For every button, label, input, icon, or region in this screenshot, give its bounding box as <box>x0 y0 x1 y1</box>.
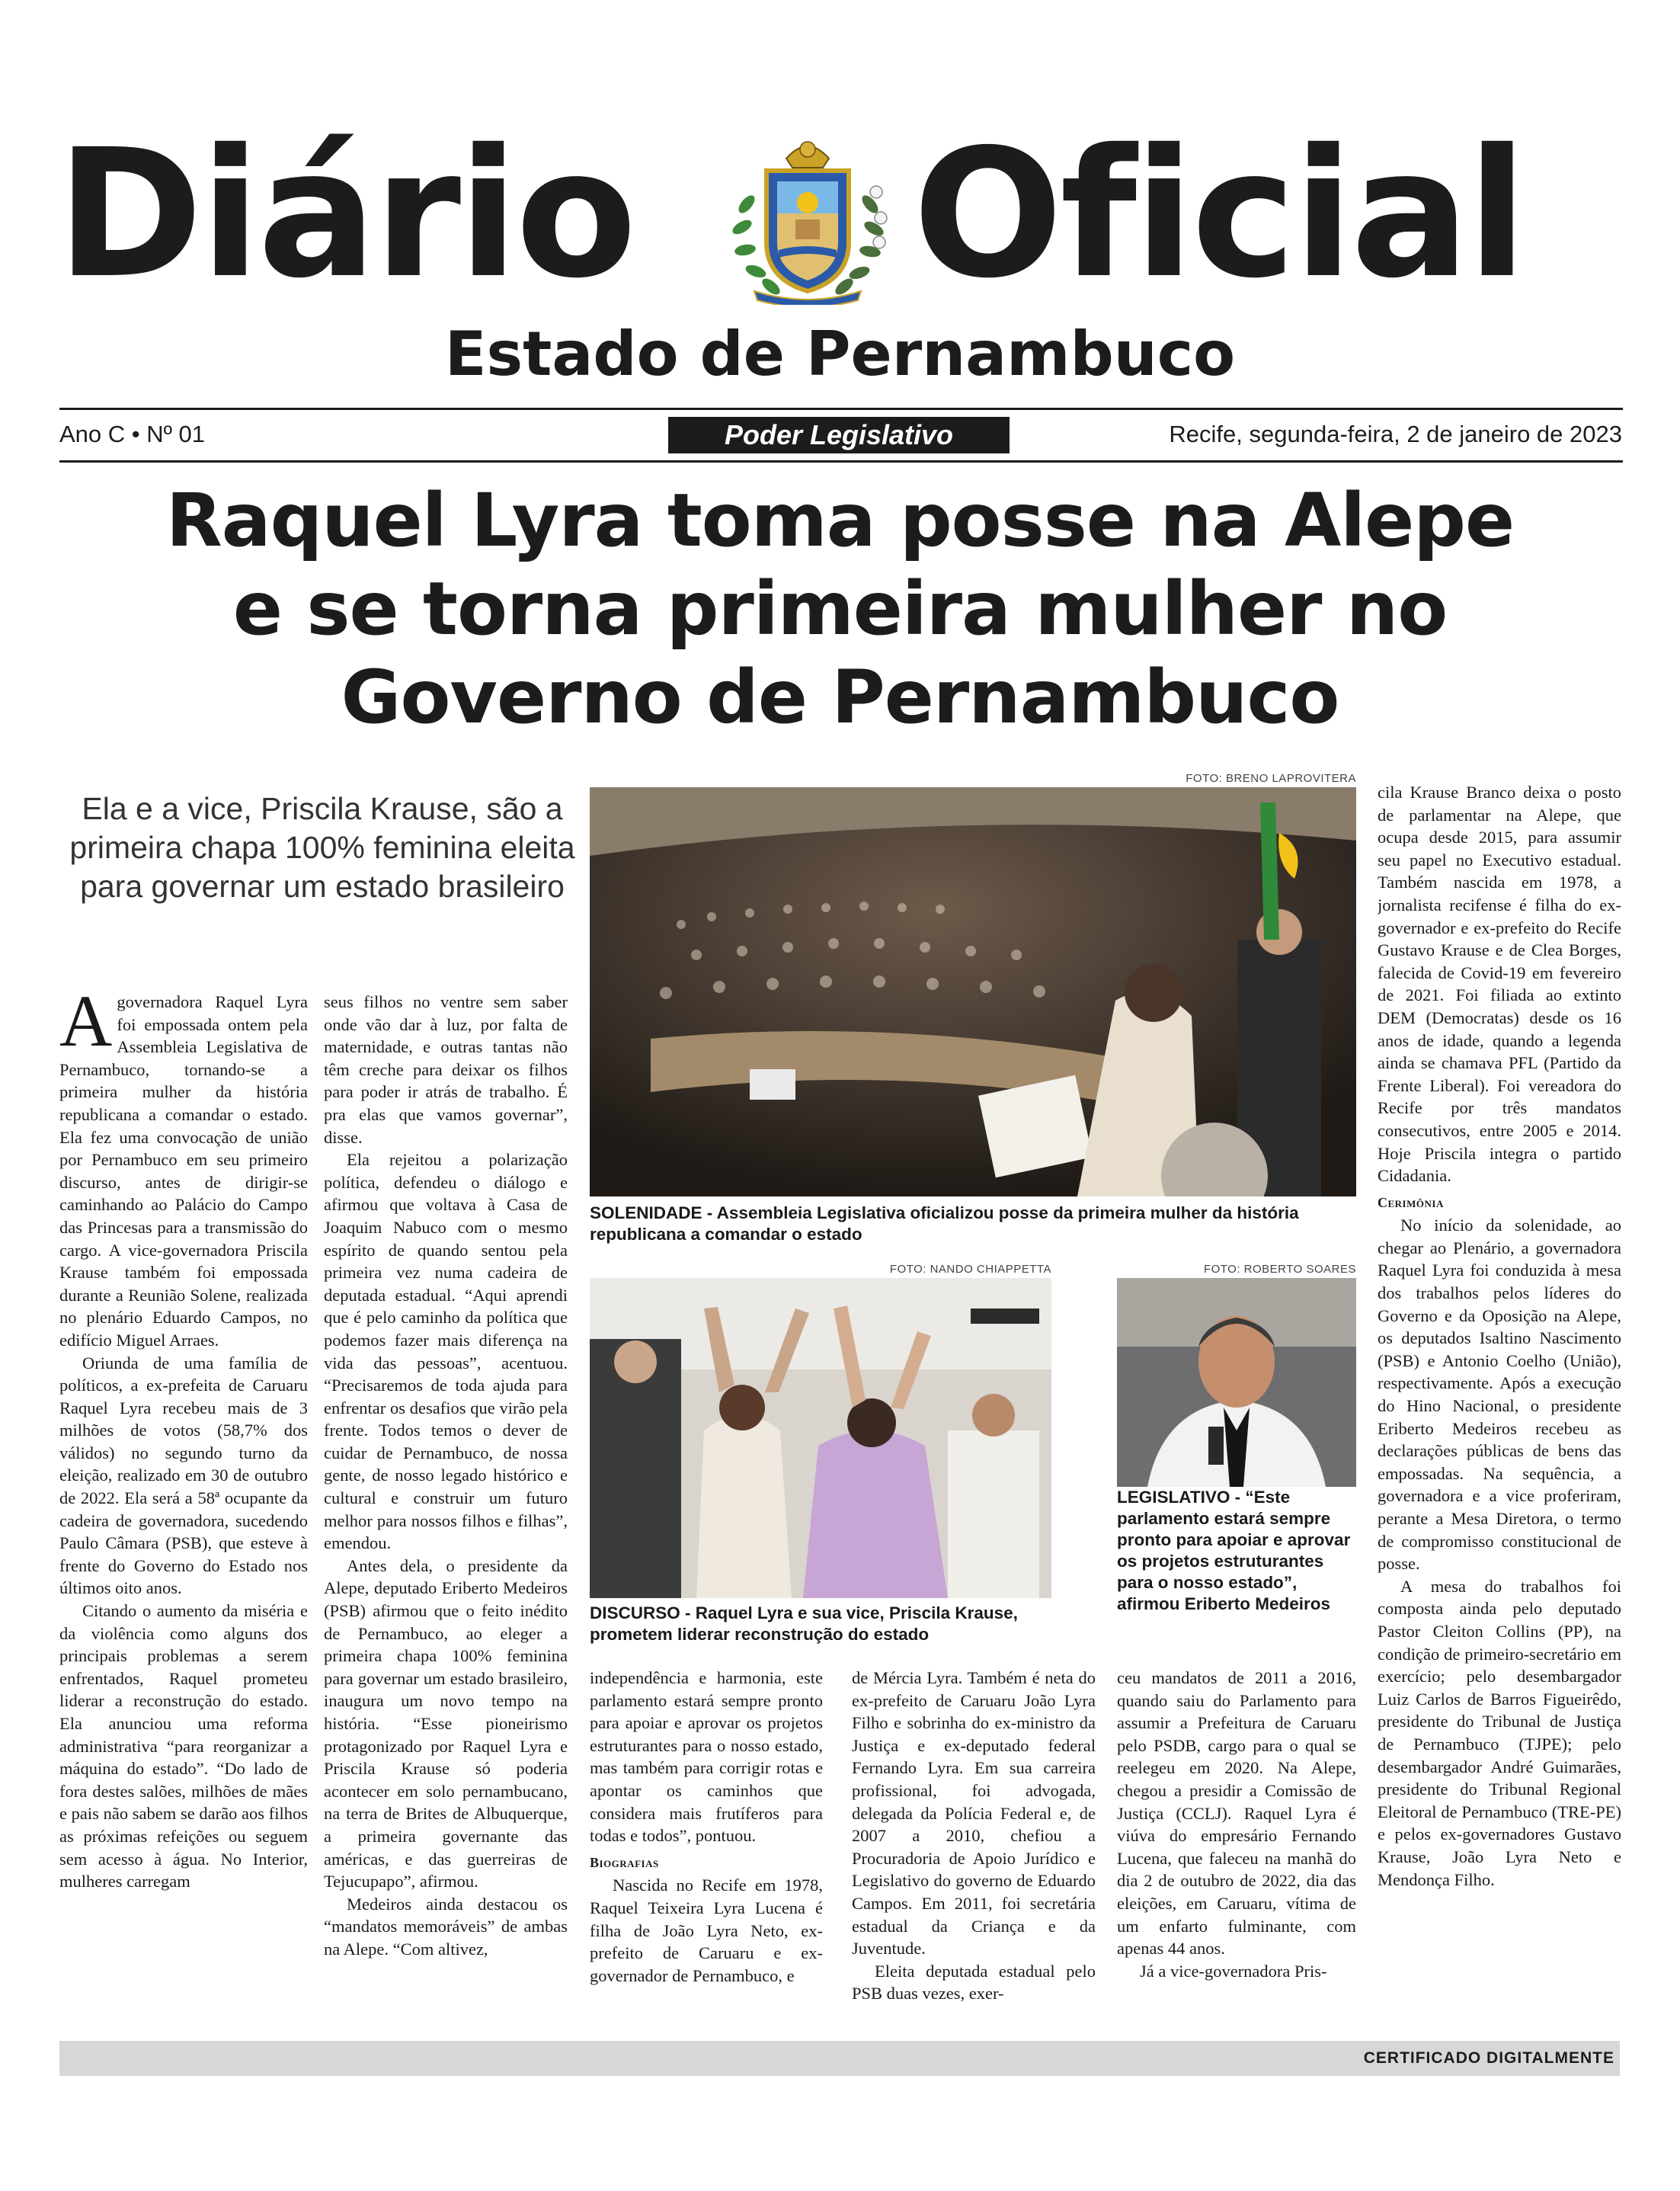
col4-paragraph-2: Eleita deputada estadual pelo PSB duas vezes, exer- <box>852 1961 1096 2004</box>
section-heading-cerimonia: Cerimônia <box>1378 1194 1444 1210</box>
masthead-title-right: Oficial <box>913 111 1525 317</box>
col3-paragraph-2: Nascida no Recife em 1978, Raquel Teixeira Lyra Lucena é filha de João Lyra Neto, ex-prefeito de Caruaru e ex-governador de Pernambuco, e <box>590 1875 823 1985</box>
headline-line-2: e se torna primeira mulher no <box>232 566 1448 652</box>
article-column-4 <box>852 1667 1096 2021</box>
drop-cap: A <box>59 991 113 1062</box>
dateline: Recife, segunda-feira, 2 de janeiro de 2023 <box>1169 421 1622 447</box>
col6-paragraph-1: cila Krause Branco deixa o posto de parlamentar na Alepe, que ocupa desde 2015, para assumir seu papel no Executivo estadual. Também nascida em 1978, a jornalista recifense é filha do ex-governador e ex-prefeito do Recife Gustavo Krause e de Clea Borges, falecida de Covid-19 em fevereiro de 2021. Foi filiada ao extinto DEM (Democratas) desde os 16 anos de idade, quando a legenda ainda se chamava PFL (Partido da Frente Liberal). Foi vereadora do Recife por três mandatos consecutivos, entre 2005 e 2014. Hoje Priscila integra o partido Cidadania. <box>1378 783 1621 1186</box>
masthead-bottom-rule <box>59 460 1623 463</box>
deck-subheadline: Ela e a vice, Priscila Krause, são a primeira chapa 100% feminina eleita para governar um estado brasileiro <box>69 791 575 904</box>
pernambuco-coat-of-arms-icon <box>724 128 891 305</box>
col1-paragraph-1: governadora Raquel Lyra foi empossada ontem pela Assembleia Legislativa de Pernambuco, tornando-se a primeira mulher da história republicana a comandar o estado. Ela fez uma convocação de união por Pernambuco em seu primeiro discurso, antes de dirigir-se caminhando ao Palácio do Campo das Princesas para a transmissão do cargo. A vice-governadora Priscila Krause também foi empossada durante a Reunião Solene, realizada no plenário Eduardo Campos, no edifício Miguel Arraes. <box>59 992 308 1350</box>
headline-line-1: Raquel Lyra toma posse na Alepe <box>165 478 1515 563</box>
second-photo-credit: FOTO: NANDO CHIAPPETTA <box>889 1263 1051 1276</box>
col2-paragraph-4: Medeiros ainda destacou os “mandatos memoráveis” de ambas na Alepe. “Com altivez, <box>324 1894 568 1959</box>
col6-paragraph-2: No início da solenidade, ao chegar ao Plenário, a governadora Raquel Lyra foi conduzida à mesa dos trabalhos pelos líderes do Governo e da Oposição na Alepe, os deputados Isaltino Nascimento (PSB) e Antonio Coelho (União), respectivamente. Após a execução do Hino Nacional, o presidente Eriberto Medeiros recebeu as declarações públicas de bens das empossadas. Na sequência, a governadora e a vice proferiram, perante a Mesa Diretora, o termo de compromisso constitucional de posse. <box>1378 1216 1621 1574</box>
main-headline <box>46 476 1634 742</box>
section-badge: Poder Legislativo <box>668 417 1010 453</box>
main-photo <box>590 787 1356 1196</box>
col3-paragraph-1: independência e harmonia, este parlamento estará sempre pronto para apoiar e aprovar os projetos estruturantes para o nosso estado, mas também para corrigir rotas e apontar os caminhos que considera mais frutíferos para todas e todos”, pontuou. <box>590 1668 823 1846</box>
col1-paragraph-3: Citando o aumento da miséria e da violência como alguns dos principais problemas a serem enfrentados, Raquel prometeu liderar a reconstrução do estado. Ela anunciou uma reforma administrativa “para reorganizar a máquina do estado”. “Do lado de fora destes salões, milhões de mães e pais não sabem se darão aos filhos as próximas refeições ou seguem sem acesso à água. No Interior, mulheres carregam <box>59 1601 308 1891</box>
article-column-2 <box>324 991 568 2020</box>
col2-paragraph-3: Antes dela, o presidente da Alepe, deputado Eriberto Medeiros (PSB) afirmou que o feito inédito de Pernambuco, ao eleger a primeira chapa 100% feminina para governar um estado brasileiro, inaugura um novo tempo na história. “Esse pioneirismo protagonizado por Raquel Lyra e Priscila Krause só poderia acontecer em solo pernambucano, na terra de Brites de Albuquerque, a primeira governante das américas, e das guerreiras de Tejucupapo”, afirmou. <box>324 1555 568 1891</box>
col1-paragraph-2: Oriunda de uma família de políticos, a ex-prefeita de Caruaru Raquel Lyra recebeu mais de 3 milhões de votos (58,7% dos válidos) no segundo turno da eleição, realizado em 30 de outubro de 2022. Ela será a 58ª ocupante da cadeira de governadora, sucedendo Paulo Câmara (PSB), que esteve à frente do Governo do Estado nos últimos oito anos. <box>59 1353 308 1598</box>
col5-paragraph-2: Já a vice-governadora Pris- <box>1140 1961 1327 1981</box>
third-photo <box>1117 1278 1356 1487</box>
masthead-subtitle: Estado de Pernambuco <box>444 319 1236 389</box>
main-photo-credit: FOTO: BRENO LAPROVITERA <box>1186 772 1356 785</box>
col5-paragraph-1: ceu mandatos de 2011 a 2016, quando saiu do Parlamento para assumir a Prefeitura de Caruaru pelo PSDB, cargo para o qual se reelegeu em 2020. Na Alepe, chegou a presidir a Comissão de Justiça (CCLJ). Raquel Lyra é viúva do empresário Fernando Lucena, que faleceu na manhã do dia 2 de outubro de 2022, dia das eleições, em Caruaru, vítima de um enfarto fulminante, com apenas 44 anos. <box>1117 1668 1356 1959</box>
col2-paragraph-1: seus filhos no ventre sem saber onde vão dar à luz, por falta de maternidade, e outras tantas não têm creche para deixar os filhos para poder ir atrás de trabalho. É pra elas que vamos governar”, disse. <box>324 992 568 1147</box>
third-photo-credit: FOTO: ROBERTO SOARES <box>1203 1263 1356 1276</box>
col4-paragraph-1: de Mércia Lyra. Também é neta do ex-prefeito de Caruaru João Lyra Filho e sobrinha do ex-ministro da Justiça e ex-deputado federal Fernando Lyra. Em sua carreira profissional, foi advogada, delegada da Polícia Federal e, de 2007 a 2010, chefiou a Procuradoria de Apoio Jurídico e Legislativo do governo de Eduardo Campos. Em 2011, foi secretária estadual da Criança e da Juventude. <box>852 1668 1096 1959</box>
masthead-title-left: Diário <box>56 111 634 317</box>
section-heading-biografias: Biografias <box>590 1854 659 1870</box>
edition-number: Ano C • Nº 01 <box>59 421 206 447</box>
article-column-6 <box>1378 781 1621 2020</box>
main-photo-caption: SOLENIDADE - Assembleia Legislativa oficializou posse da primeira mulher da história republicana a comandar o estado <box>590 1203 1299 1244</box>
col6-paragraph-3: A mesa do trabalhos foi composta ainda pelo deputado Pastor Cleiton Collins (PP), na condição de primeiro-secretário em exercício; pelo desembargador Luiz Carlos de Barros Figueirêdo, presidente do Tribunal de Justiça de Pernambuco (TJPE); pelo desembargador André Guimarães, presidente do Tribunal Regional Eleitoral de Pernambuco (TRE-PE) e pelos ex-governadores Gustavo Krause, João Lyra Neto e Mendonça Filho. <box>1378 1576 1621 1889</box>
article-column-1 <box>59 991 308 2020</box>
col2-paragraph-2: Ela rejeitou a polarização política, defendeu o diálogo e afirmou que voltava à Casa de Joaquim Nabuco com o mesmo espírito de quando sentou pela primeira vez numa cadeira de deputada estadual. “Aqui aprendi que é pelo caminho da política que podemos fazer mais diferença na vida das pessoas”, acentuou. “Precisaremos de toda ajuda para enfrentar os desafios que virão pela frente. Todos temos o dever de cuidar de Pernambuco, de nossa gente, de nosso legado histórico e cultural e construir um futuro melhor para nossos filhos e filhas”, emendou. <box>324 1150 568 1553</box>
third-photo-caption: LEGISLATIVO - “Este parlamento estará sempre pronto para apoiar e aprovar os projetos estruturantes para o nosso estado”, afirmou Eriberto Medeiros <box>1117 1488 1351 1613</box>
article-column-3 <box>590 1667 823 2021</box>
second-photo <box>590 1278 1051 1598</box>
headline-line-3: Governo de Pernambuco <box>341 655 1339 740</box>
second-photo-caption: DISCURSO - Raquel Lyra e sua vice, Priscila Krause, prometem liderar reconstrução do estado <box>590 1603 1018 1644</box>
article-column-5 <box>1117 1667 1356 2021</box>
masthead-top-rule <box>59 408 1623 410</box>
digital-certification-label: CERTIFICADO DIGITALMENTE <box>1363 2049 1614 2067</box>
